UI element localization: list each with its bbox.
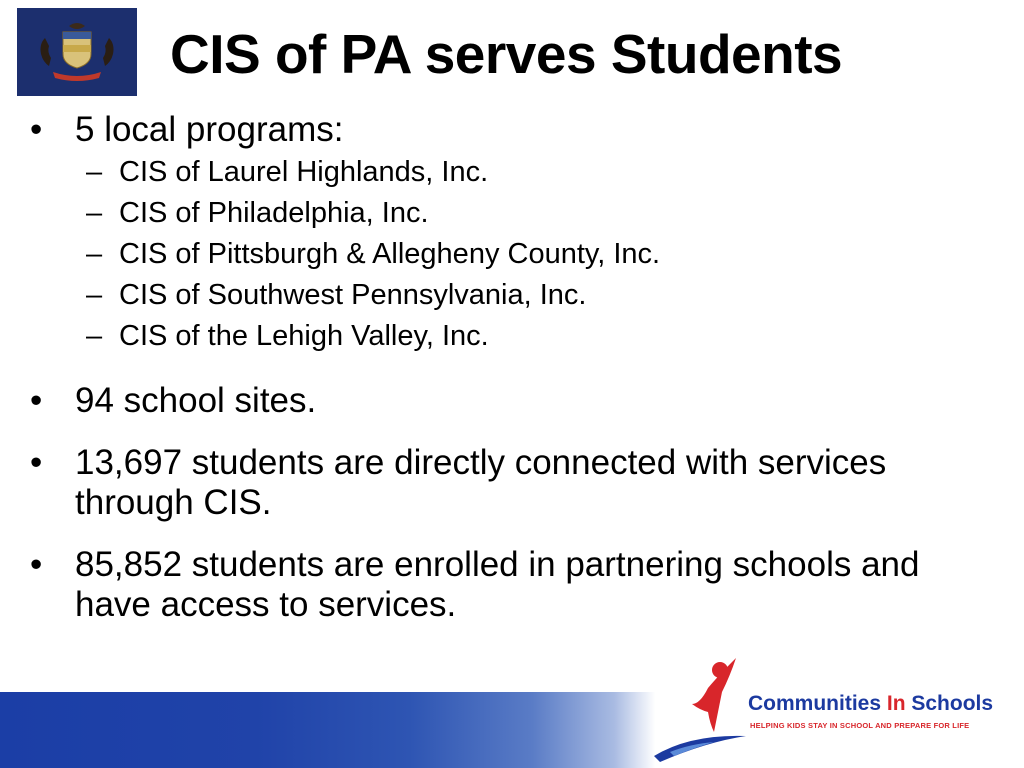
program-item: – CIS of Pittsburgh & Allegheny County, Inc. — [86, 238, 661, 270]
bullet-connected — [28, 443, 988, 523]
program-name: CIS of Philadelphia, Inc. — [119, 197, 429, 229]
logo-wordmark: Communities In Schools — [748, 692, 994, 715]
program-item: – CIS of Laurel Highlands, Inc. — [86, 156, 489, 188]
leaping-figure-icon — [650, 648, 760, 768]
program-name: CIS of Pittsburgh & Allegheny County, Inc. — [119, 238, 661, 270]
bullet-marker: • — [30, 110, 43, 149]
programs-label: 5 local programs: — [75, 110, 344, 149]
program-list — [28, 152, 988, 357]
program-item: – CIS of Philadelphia, Inc. — [86, 197, 429, 229]
program-item: – CIS of the Lehigh Valley, Inc. — [86, 320, 489, 352]
bullet-enrolled — [28, 545, 988, 625]
slide-title: CIS of PA serves Students — [170, 23, 843, 85]
enrolled-text: 85,852 students are enrolled in partnering schools and have access to services. — [75, 545, 920, 624]
program-name: CIS of Laurel Highlands, Inc. — [119, 156, 489, 188]
bullet-marker: • — [30, 545, 43, 584]
program-name: CIS of Southwest Pennsylvania, Inc. — [119, 279, 587, 311]
bullet-marker: • — [30, 381, 43, 420]
pennsylvania-flag-icon — [17, 8, 137, 96]
bullet-sites — [28, 381, 988, 421]
program-name: CIS of the Lehigh Valley, Inc. — [119, 320, 489, 352]
connected-text: 13,697 students are directly connected with services through CIS. — [75, 443, 887, 522]
bullet-programs — [28, 110, 988, 150]
sites-text: 94 school sites. — [75, 381, 317, 420]
bullet-list — [28, 110, 988, 625]
logo-tagline: HELPING KIDS STAY IN SCHOOL AND PREPARE FOR LIFE — [750, 721, 970, 730]
communities-in-schools-logo — [650, 648, 1024, 768]
program-item: – CIS of Southwest Pennsylvania, Inc. — [86, 279, 587, 311]
bullet-marker: • — [30, 443, 43, 482]
